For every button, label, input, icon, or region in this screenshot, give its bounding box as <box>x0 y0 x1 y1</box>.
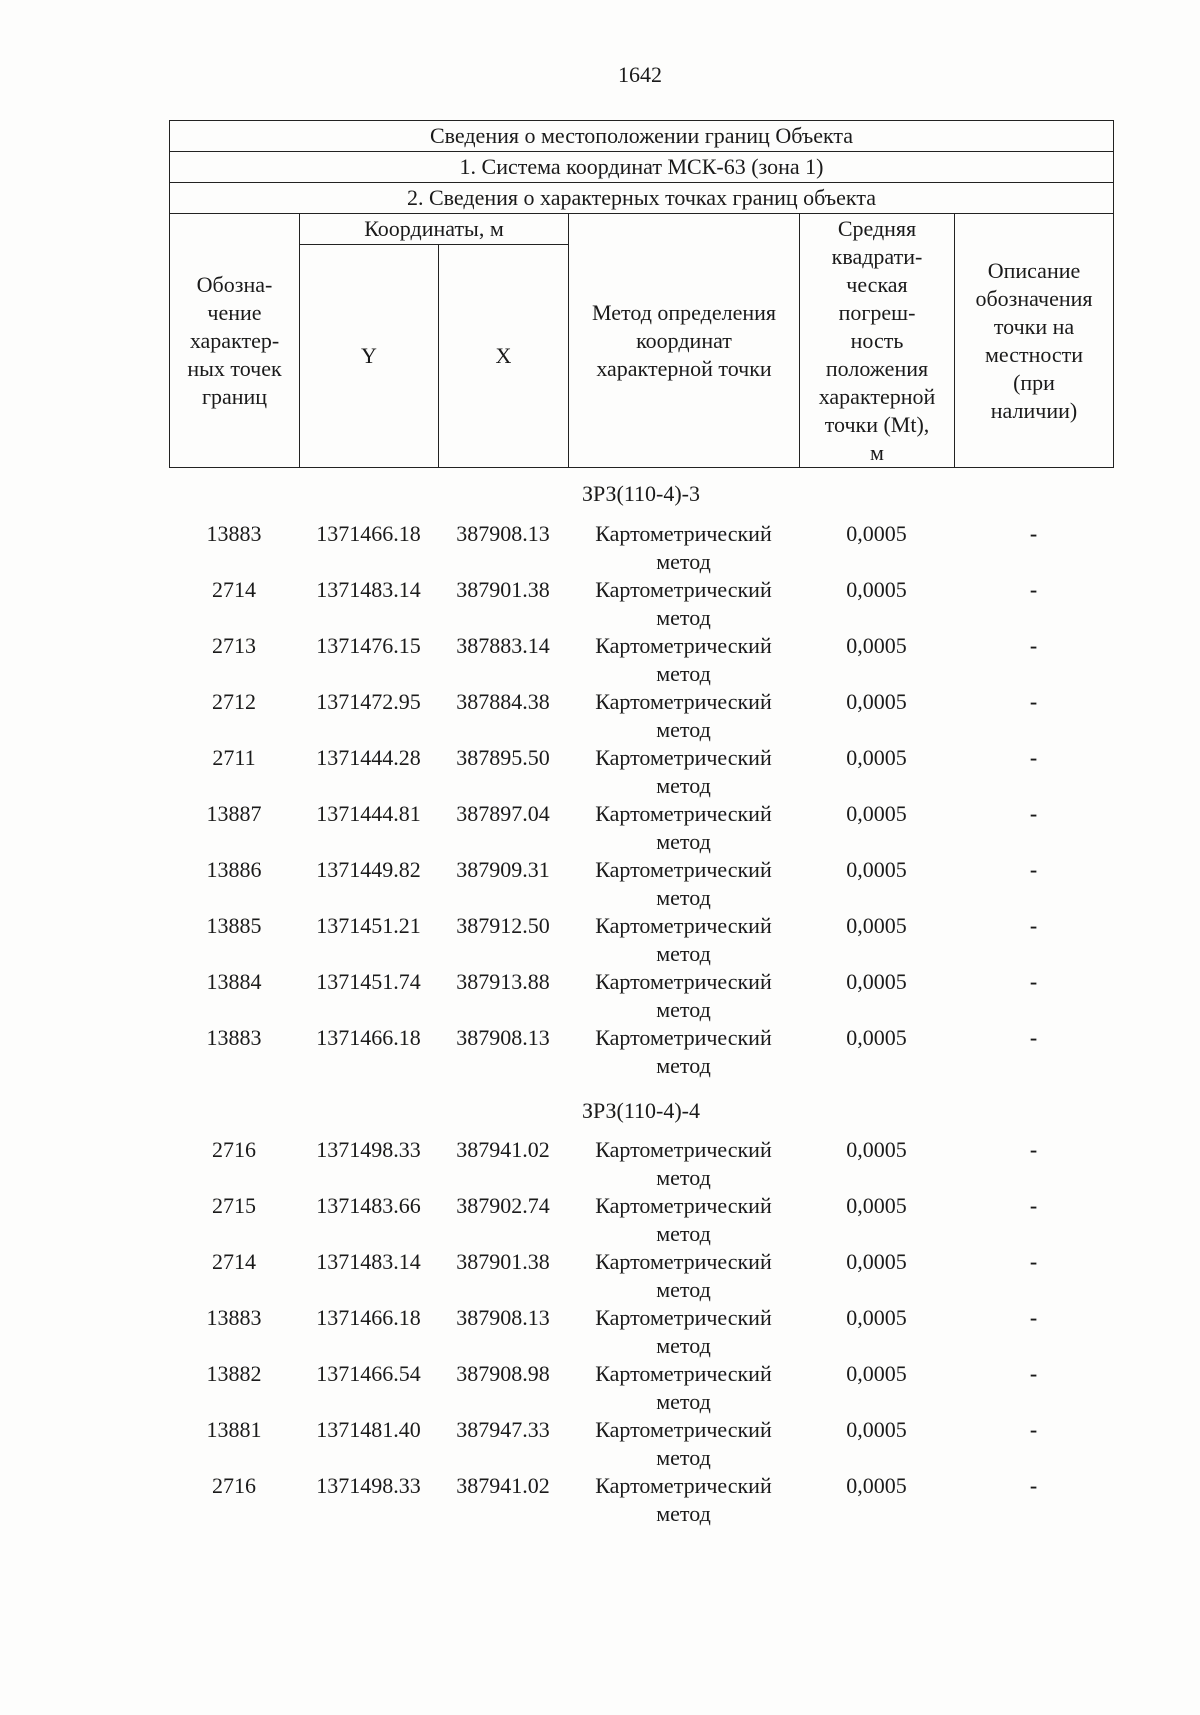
table-row <box>169 632 1113 688</box>
coord-x: 387883.14 <box>456 633 550 658</box>
method <box>568 1192 799 1248</box>
description: - <box>1029 1249 1038 1274</box>
method <box>568 688 799 744</box>
coord-y: 1371476.15 <box>316 633 421 658</box>
error-value: 0,0005 <box>846 1305 907 1330</box>
point-id: 2716 <box>212 1473 256 1498</box>
header-line: Обозна- <box>196 271 273 297</box>
coord-x: 387908.13 <box>456 1305 550 1330</box>
coord-x: 387912.50 <box>456 913 550 938</box>
method-line: Картометрический <box>595 857 772 882</box>
description: - <box>1029 633 1038 658</box>
error-value: 0,0005 <box>846 521 907 546</box>
coord-y: 1371483.14 <box>316 1249 421 1274</box>
error-value: 0,0005 <box>846 969 907 994</box>
header-line: координат <box>636 327 732 353</box>
method <box>568 1472 799 1528</box>
col-coordinates: Координаты, м <box>300 214 569 245</box>
method <box>568 1024 799 1080</box>
header-section: 2. Сведения о характерных точках границ объекта <box>170 183 1114 214</box>
method-line: Картометрический <box>595 913 772 938</box>
method <box>568 1304 799 1360</box>
table-row <box>169 968 1113 1024</box>
error-value: 0,0005 <box>846 913 907 938</box>
description: - <box>1029 1305 1038 1330</box>
point-id: 13881 <box>206 1417 262 1442</box>
method <box>568 912 799 968</box>
table-row <box>169 520 1113 576</box>
coord-x: 387909.31 <box>456 857 550 882</box>
table-row <box>169 688 1113 744</box>
error-value: 0,0005 <box>846 1193 907 1218</box>
table-row <box>169 1024 1113 1080</box>
coord-y: 1371483.14 <box>316 577 421 602</box>
method-line: Картометрический <box>595 633 772 658</box>
point-id: 2713 <box>212 633 256 658</box>
header-line: обозначения <box>975 285 1093 311</box>
coord-y: 1371451.74 <box>316 969 421 994</box>
col-y: Y <box>300 245 439 468</box>
point-id: 2714 <box>212 577 256 602</box>
coord-x: 387902.74 <box>456 1193 550 1218</box>
table-row <box>169 1248 1113 1304</box>
method <box>568 800 799 856</box>
description: - <box>1029 1025 1038 1050</box>
method <box>568 1360 799 1416</box>
col-x: X <box>439 245 569 468</box>
coord-x: 387947.33 <box>456 1417 550 1442</box>
header-line: ность <box>850 327 904 353</box>
header-line: м <box>870 439 884 465</box>
description: - <box>1029 745 1038 770</box>
method-line: Картометрический <box>595 1417 772 1442</box>
header-line: точки на <box>993 313 1075 339</box>
error-value: 0,0005 <box>846 1249 907 1274</box>
error-value: 0,0005 <box>846 633 907 658</box>
method <box>568 744 799 800</box>
header-line: чение <box>207 299 262 325</box>
header-line: ных точек <box>187 355 282 381</box>
point-id: 13886 <box>206 857 262 882</box>
method-line: Картометрический <box>595 521 772 546</box>
method-line: Картометрический <box>595 1025 772 1050</box>
coord-y: 1371498.33 <box>316 1473 421 1498</box>
method <box>568 856 799 912</box>
table-row <box>169 856 1113 912</box>
header-line: местности <box>984 341 1084 367</box>
coord-x: 387941.02 <box>456 1473 550 1498</box>
coord-y: 1371466.18 <box>316 521 421 546</box>
coord-y: 1371444.28 <box>316 745 421 770</box>
coord-y: 1371481.40 <box>316 1417 421 1442</box>
error-value: 0,0005 <box>846 1025 907 1050</box>
description: - <box>1029 689 1038 714</box>
coord-x: 387941.02 <box>456 1137 550 1162</box>
error-value: 0,0005 <box>846 1137 907 1162</box>
group-title-1: ЗРЗ(110-4)-3 <box>581 481 701 506</box>
method-line: метод <box>656 941 711 966</box>
header-line: характер- <box>189 327 280 353</box>
method-line: Картометрический <box>595 969 772 994</box>
method-line: метод <box>656 1501 711 1526</box>
method-line: метод <box>656 1221 711 1246</box>
method-line: метод <box>656 829 711 854</box>
method-line: Картометрический <box>595 1193 772 1218</box>
description: - <box>1029 857 1038 882</box>
coord-x: 387884.38 <box>456 689 550 714</box>
point-id: 13883 <box>206 1025 262 1050</box>
description: - <box>1029 521 1038 546</box>
error-value: 0,0005 <box>846 689 907 714</box>
method-line: Картометрический <box>595 745 772 770</box>
coord-x: 387897.04 <box>456 801 550 826</box>
description: - <box>1029 1473 1038 1498</box>
method-line: метод <box>656 605 711 630</box>
method-line: метод <box>656 997 711 1022</box>
col-error <box>800 214 955 468</box>
method-line: метод <box>656 1053 711 1078</box>
point-id: 2712 <box>212 689 256 714</box>
header-line: Описание <box>987 257 1081 283</box>
coord-y: 1371466.18 <box>316 1025 421 1050</box>
table-row <box>169 1192 1113 1248</box>
header-line: Средняя <box>837 215 917 241</box>
description: - <box>1029 969 1038 994</box>
coord-y: 1371466.54 <box>316 1361 421 1386</box>
col-description <box>955 214 1114 468</box>
coord-x: 387908.98 <box>456 1361 550 1386</box>
point-id: 13885 <box>206 913 262 938</box>
method-line: метод <box>656 773 711 798</box>
method <box>568 520 799 576</box>
description: - <box>1029 1193 1038 1218</box>
coord-x: 387895.50 <box>456 745 550 770</box>
table-row <box>169 1304 1113 1360</box>
description: - <box>1029 1417 1038 1442</box>
header-line: наличии) <box>990 397 1078 423</box>
point-id: 2711 <box>212 745 256 770</box>
method <box>568 632 799 688</box>
point-id: 2716 <box>212 1137 256 1162</box>
error-value: 0,0005 <box>846 1473 907 1498</box>
group-table-2 <box>169 1136 1113 1528</box>
method-line: метод <box>656 717 711 742</box>
header-title: Сведения о местоположении границ Объекта <box>170 121 1114 152</box>
header-coordinate-system: 1. Система координат МСК-63 (зона 1) <box>170 152 1114 183</box>
method-line: Картометрический <box>595 1137 772 1162</box>
description: - <box>1029 1137 1038 1162</box>
table-row <box>169 800 1113 856</box>
header-line: квадрати- <box>831 243 923 269</box>
method-line: метод <box>656 549 711 574</box>
header-line: (при <box>1013 369 1055 395</box>
method-line: Картометрический <box>595 1473 772 1498</box>
header-line: Метод определения <box>591 299 777 325</box>
point-id: 13882 <box>206 1361 262 1386</box>
point-id: 2715 <box>212 1193 256 1218</box>
description: - <box>1029 577 1038 602</box>
table-row <box>169 1416 1113 1472</box>
coord-y: 1371466.18 <box>316 1305 421 1330</box>
coord-x: 387908.13 <box>456 521 550 546</box>
method-line: Картометрический <box>595 1249 772 1274</box>
method-line: Картометрический <box>595 1305 772 1330</box>
header-line: погреш- <box>838 299 916 325</box>
method-line: метод <box>656 1445 711 1470</box>
coord-x: 387913.88 <box>456 969 550 994</box>
table-row <box>169 744 1113 800</box>
table-row <box>169 1136 1113 1192</box>
description: - <box>1029 801 1038 826</box>
col-designation <box>170 214 300 468</box>
description: - <box>1029 913 1038 938</box>
method-line: метод <box>656 1333 711 1358</box>
group-title-2: ЗРЗ(110-4)-4 <box>581 1098 701 1123</box>
method <box>568 1248 799 1304</box>
method <box>568 576 799 632</box>
method-line: метод <box>656 661 711 686</box>
point-id: 13883 <box>206 521 262 546</box>
method <box>568 1136 799 1192</box>
error-value: 0,0005 <box>846 1417 907 1442</box>
method-line: Картометрический <box>595 801 772 826</box>
table-row <box>169 576 1113 632</box>
method-line: метод <box>656 1389 711 1414</box>
coord-y: 1371472.95 <box>316 689 421 714</box>
method-line: метод <box>656 1277 711 1302</box>
error-value: 0,0005 <box>846 857 907 882</box>
method-line: Картометрический <box>595 1361 772 1386</box>
point-id: 13884 <box>206 969 262 994</box>
header-line: характерной <box>818 383 936 409</box>
coord-y: 1371498.33 <box>316 1137 421 1162</box>
point-id: 13887 <box>206 801 262 826</box>
coord-y: 1371449.82 <box>316 857 421 882</box>
coord-x: 387901.38 <box>456 577 550 602</box>
method <box>568 1416 799 1472</box>
coord-x: 387901.38 <box>456 1249 550 1274</box>
header-line: ческая <box>846 271 908 297</box>
col-method <box>569 214 800 468</box>
header-line: положения <box>825 355 929 381</box>
page-number: 1642 <box>618 62 662 87</box>
table-row <box>169 1360 1113 1416</box>
error-value: 0,0005 <box>846 1361 907 1386</box>
coord-y: 1371444.81 <box>316 801 421 826</box>
method-line: метод <box>656 1165 711 1190</box>
group-table-1 <box>169 520 1113 1080</box>
header-line: границ <box>201 383 268 409</box>
table-row <box>169 912 1113 968</box>
header-line: характерной точки <box>596 355 772 381</box>
header-table <box>169 120 1114 468</box>
method-line: Картометрический <box>595 689 772 714</box>
method-line: метод <box>656 885 711 910</box>
error-value: 0,0005 <box>846 745 907 770</box>
table-row <box>169 1472 1113 1528</box>
method <box>568 968 799 1024</box>
point-id: 13883 <box>206 1305 262 1330</box>
error-value: 0,0005 <box>846 801 907 826</box>
method-line: Картометрический <box>595 577 772 602</box>
header-line: точки (Mt), <box>824 411 930 437</box>
error-value: 0,0005 <box>846 577 907 602</box>
description: - <box>1029 1361 1038 1386</box>
point-id: 2714 <box>212 1249 256 1274</box>
coord-y: 1371483.66 <box>316 1193 421 1218</box>
coord-x: 387908.13 <box>456 1025 550 1050</box>
coord-y: 1371451.21 <box>316 913 421 938</box>
